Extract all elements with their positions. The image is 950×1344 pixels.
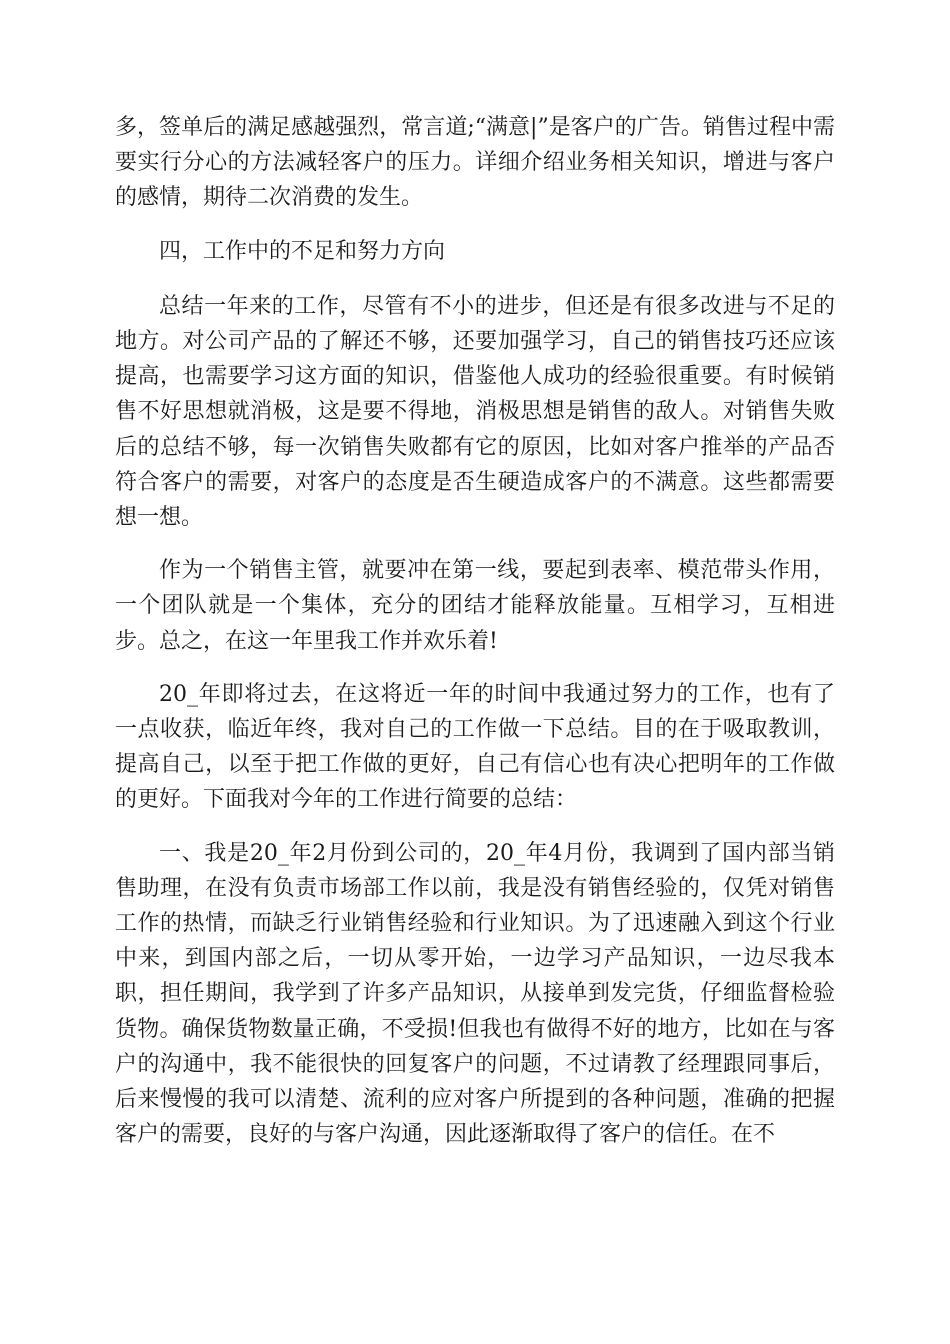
paragraph-continuation: 多，签单后的满足感越强烈，常言道;“满意|”是客户的广告。销售过程中需要实行分心的方法减轻客户的压力。详细介绍业务相关知识，增进与客户的感情，期待二次消费的发生。 (115, 115, 835, 211)
paragraph-shortcomings: 总结一年来的工作，尽管有不小的进步，但还是有很多改进与不足的地方。对公司产品的了解还不够，还要加强学习，自己的销售技巧还应该提高，也需要学习这方面的知识，借鉴他人成功的经验很重要。有时候销售不好思想就消极，这是要不得地，消极思想是销售的敌人。对销售失败后的总结不够，每一次销售失败都有它的原因，比如对客户推举的产品否符合客户的需要，对客户的态度是否生硬造成客户的不满意。这些都需要想一想。 (115, 293, 835, 531)
paragraph-year-summary: 20_年即将过去，在这将近一年的时间中我通过努力的工作，也有了一点收获，临近年终，我对自己的工作做一下总结。目的在于吸取教训，提高自己，以至于把工作做的更好，自己有信心也有决心把明年的工作做的更好。下面我对今年的工作进行简要的总结： (115, 681, 835, 813)
paragraph-section-one: 一、我是20_年2月份到公司的，20_年4月份，我调到了国内部当销售助理，在没有负责市场部工作以前，我是没有销售经验的，仅凭对销售工作的热情，而缺乏行业销售经验和行业知识。为了迅速融入到这个行业中来，到国内部之后，一切从零开始，一边学习产品知识，一边尽我本职，担任期间，我学到了许多产品知识，从接单到发完货，仔细监督检验货物。确保货物数量正确，不受损!但我也有做得不好的地方，比如在与客户的沟通中，我不能很快的回复客户的问题，不过请教了经理跟同事后，后来慢慢的我可以清楚、流利的应对客户所提到的各种问题，准确的把握客户的需要，良好的与客户沟通，因此逐渐取得了客户的信任。在不 (115, 840, 835, 1148)
section-heading: 四，工作中的不足和努力方向 (159, 238, 446, 264)
document-page (115, 110, 835, 1170)
paragraph-sales-manager: 作为一个销售主管，就要冲在第一线，要起到表率、模范带头作用，一个团队就是一个集体，充分的团结才能释放能量。互相学习，互相进步。总之，在这一年里我工作并欢乐着! (115, 558, 835, 654)
